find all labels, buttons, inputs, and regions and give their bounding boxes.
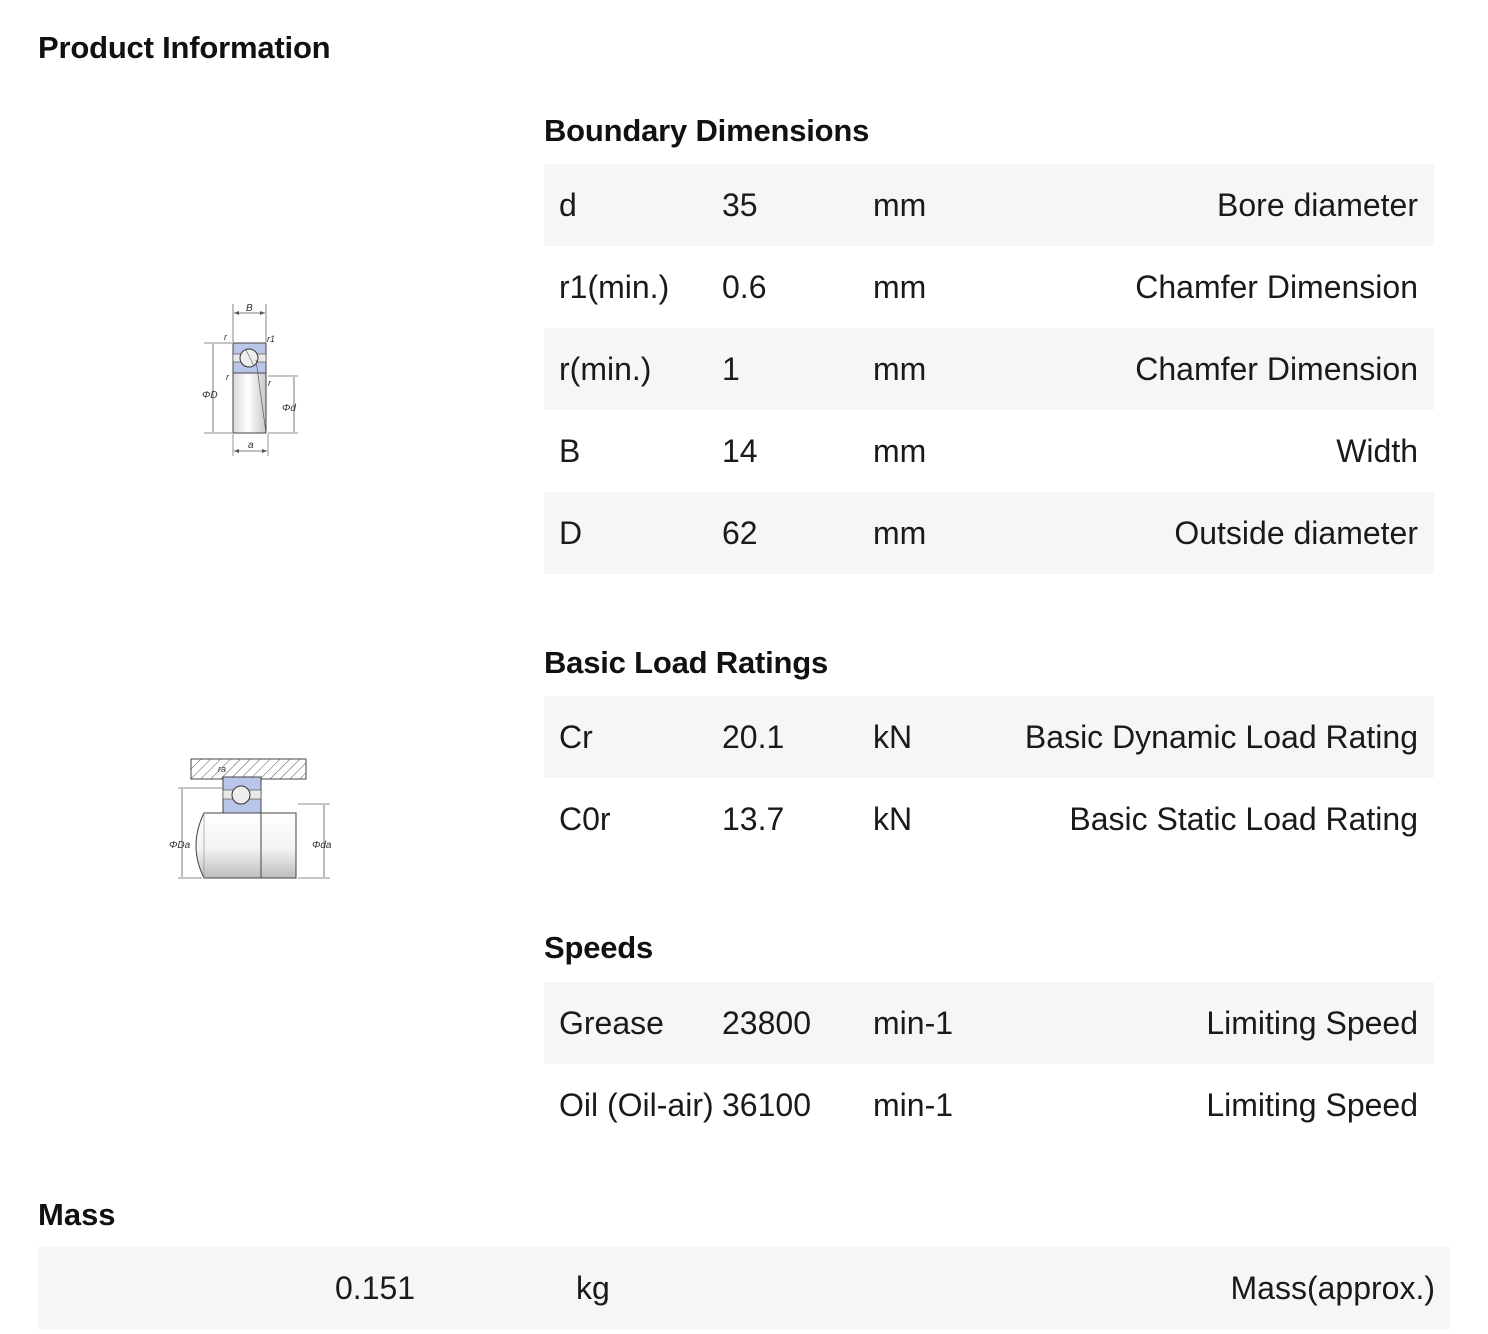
spec-value: 0.6 <box>722 268 767 305</box>
spec-description: Limiting Speed <box>1023 982 1434 1064</box>
spec-symbol: r1(min.) <box>559 268 670 305</box>
table-row <box>544 164 1434 246</box>
spec-symbol: d <box>544 164 722 246</box>
page-title: Product Information <box>38 30 331 65</box>
spec-unit: mm <box>873 328 1023 410</box>
spec-symbol: Cr <box>544 696 722 778</box>
spec-unit: mm <box>873 492 1023 574</box>
spec-description: Outside diameter <box>1023 492 1434 574</box>
spec-description: Basic Static Load Rating <box>1069 800 1418 837</box>
label-phi-da-shaft: Φda <box>312 840 332 851</box>
spec-value: 36100 <box>722 1086 811 1123</box>
load-ratings-table <box>544 696 1434 860</box>
spec-symbol: r(min.) <box>544 328 722 410</box>
table-row <box>544 410 1434 492</box>
spec-unit: mm <box>873 432 927 469</box>
spec-value: 14 <box>722 432 758 469</box>
table-row <box>544 492 1434 574</box>
spec-description: Width <box>1336 432 1418 469</box>
svg-text:r: r <box>268 378 271 388</box>
label-phi-da: ΦDa <box>169 840 191 851</box>
spec-description: Bore diameter <box>1023 164 1434 246</box>
label-a: a <box>248 440 254 451</box>
spec-value: 35 <box>722 164 873 246</box>
label-phi-d-outer: ΦD <box>202 390 218 401</box>
table-row <box>544 696 1434 778</box>
spec-unit: mm <box>873 268 927 305</box>
spec-unit: min-1 <box>873 982 1023 1064</box>
mass-description: Mass(approx.) <box>1230 1270 1435 1306</box>
mass-row <box>38 1247 1450 1329</box>
spec-unit: kN <box>873 696 1023 778</box>
spec-symbol: Oil (Oil-air) <box>559 1086 714 1123</box>
spec-symbol: B <box>559 432 581 469</box>
spec-description: Chamfer Dimension <box>1023 328 1434 410</box>
bearing-mounting-diagram <box>166 754 342 884</box>
svg-text:ra: ra <box>218 764 227 774</box>
svg-text:r: r <box>224 332 227 342</box>
spec-symbol: D <box>544 492 722 574</box>
spec-symbol: C0r <box>559 800 611 837</box>
spec-unit: mm <box>873 164 1023 246</box>
spec-description: Chamfer Dimension <box>1135 268 1418 305</box>
spec-value: 1 <box>722 328 873 410</box>
svg-text:r1: r1 <box>267 334 276 344</box>
boundary-dimensions-title: Boundary Dimensions <box>544 113 870 148</box>
spec-description: Limiting Speed <box>1206 1086 1418 1123</box>
spec-value: 62 <box>722 492 873 574</box>
spec-value: 23800 <box>722 982 873 1064</box>
table-row <box>544 1064 1434 1146</box>
table-row <box>544 328 1434 410</box>
load-ratings-title: Basic Load Ratings <box>544 645 829 680</box>
speeds-title: Speeds <box>544 930 654 965</box>
spec-unit: kN <box>873 800 913 837</box>
table-row <box>544 246 1434 328</box>
table-row <box>544 778 1434 860</box>
svg-text:r: r <box>226 372 229 382</box>
mass-unit: kg <box>576 1270 610 1306</box>
spec-unit: min-1 <box>873 1086 954 1123</box>
bearing-cross-section-diagram <box>196 298 308 460</box>
speeds-table <box>544 982 1434 1146</box>
label-phi-d-bore: Φd <box>282 403 296 414</box>
boundary-dimensions-table <box>544 164 1434 574</box>
spec-value: 13.7 <box>722 800 785 837</box>
mass-value: 0.151 <box>335 1270 416 1306</box>
mass-title: Mass <box>38 1197 116 1232</box>
spec-description: Basic Dynamic Load Rating <box>1023 696 1434 778</box>
label-b: B <box>246 303 253 314</box>
table-row <box>544 982 1434 1064</box>
spec-value: 20.1 <box>722 696 873 778</box>
spec-symbol: Grease <box>544 982 722 1064</box>
